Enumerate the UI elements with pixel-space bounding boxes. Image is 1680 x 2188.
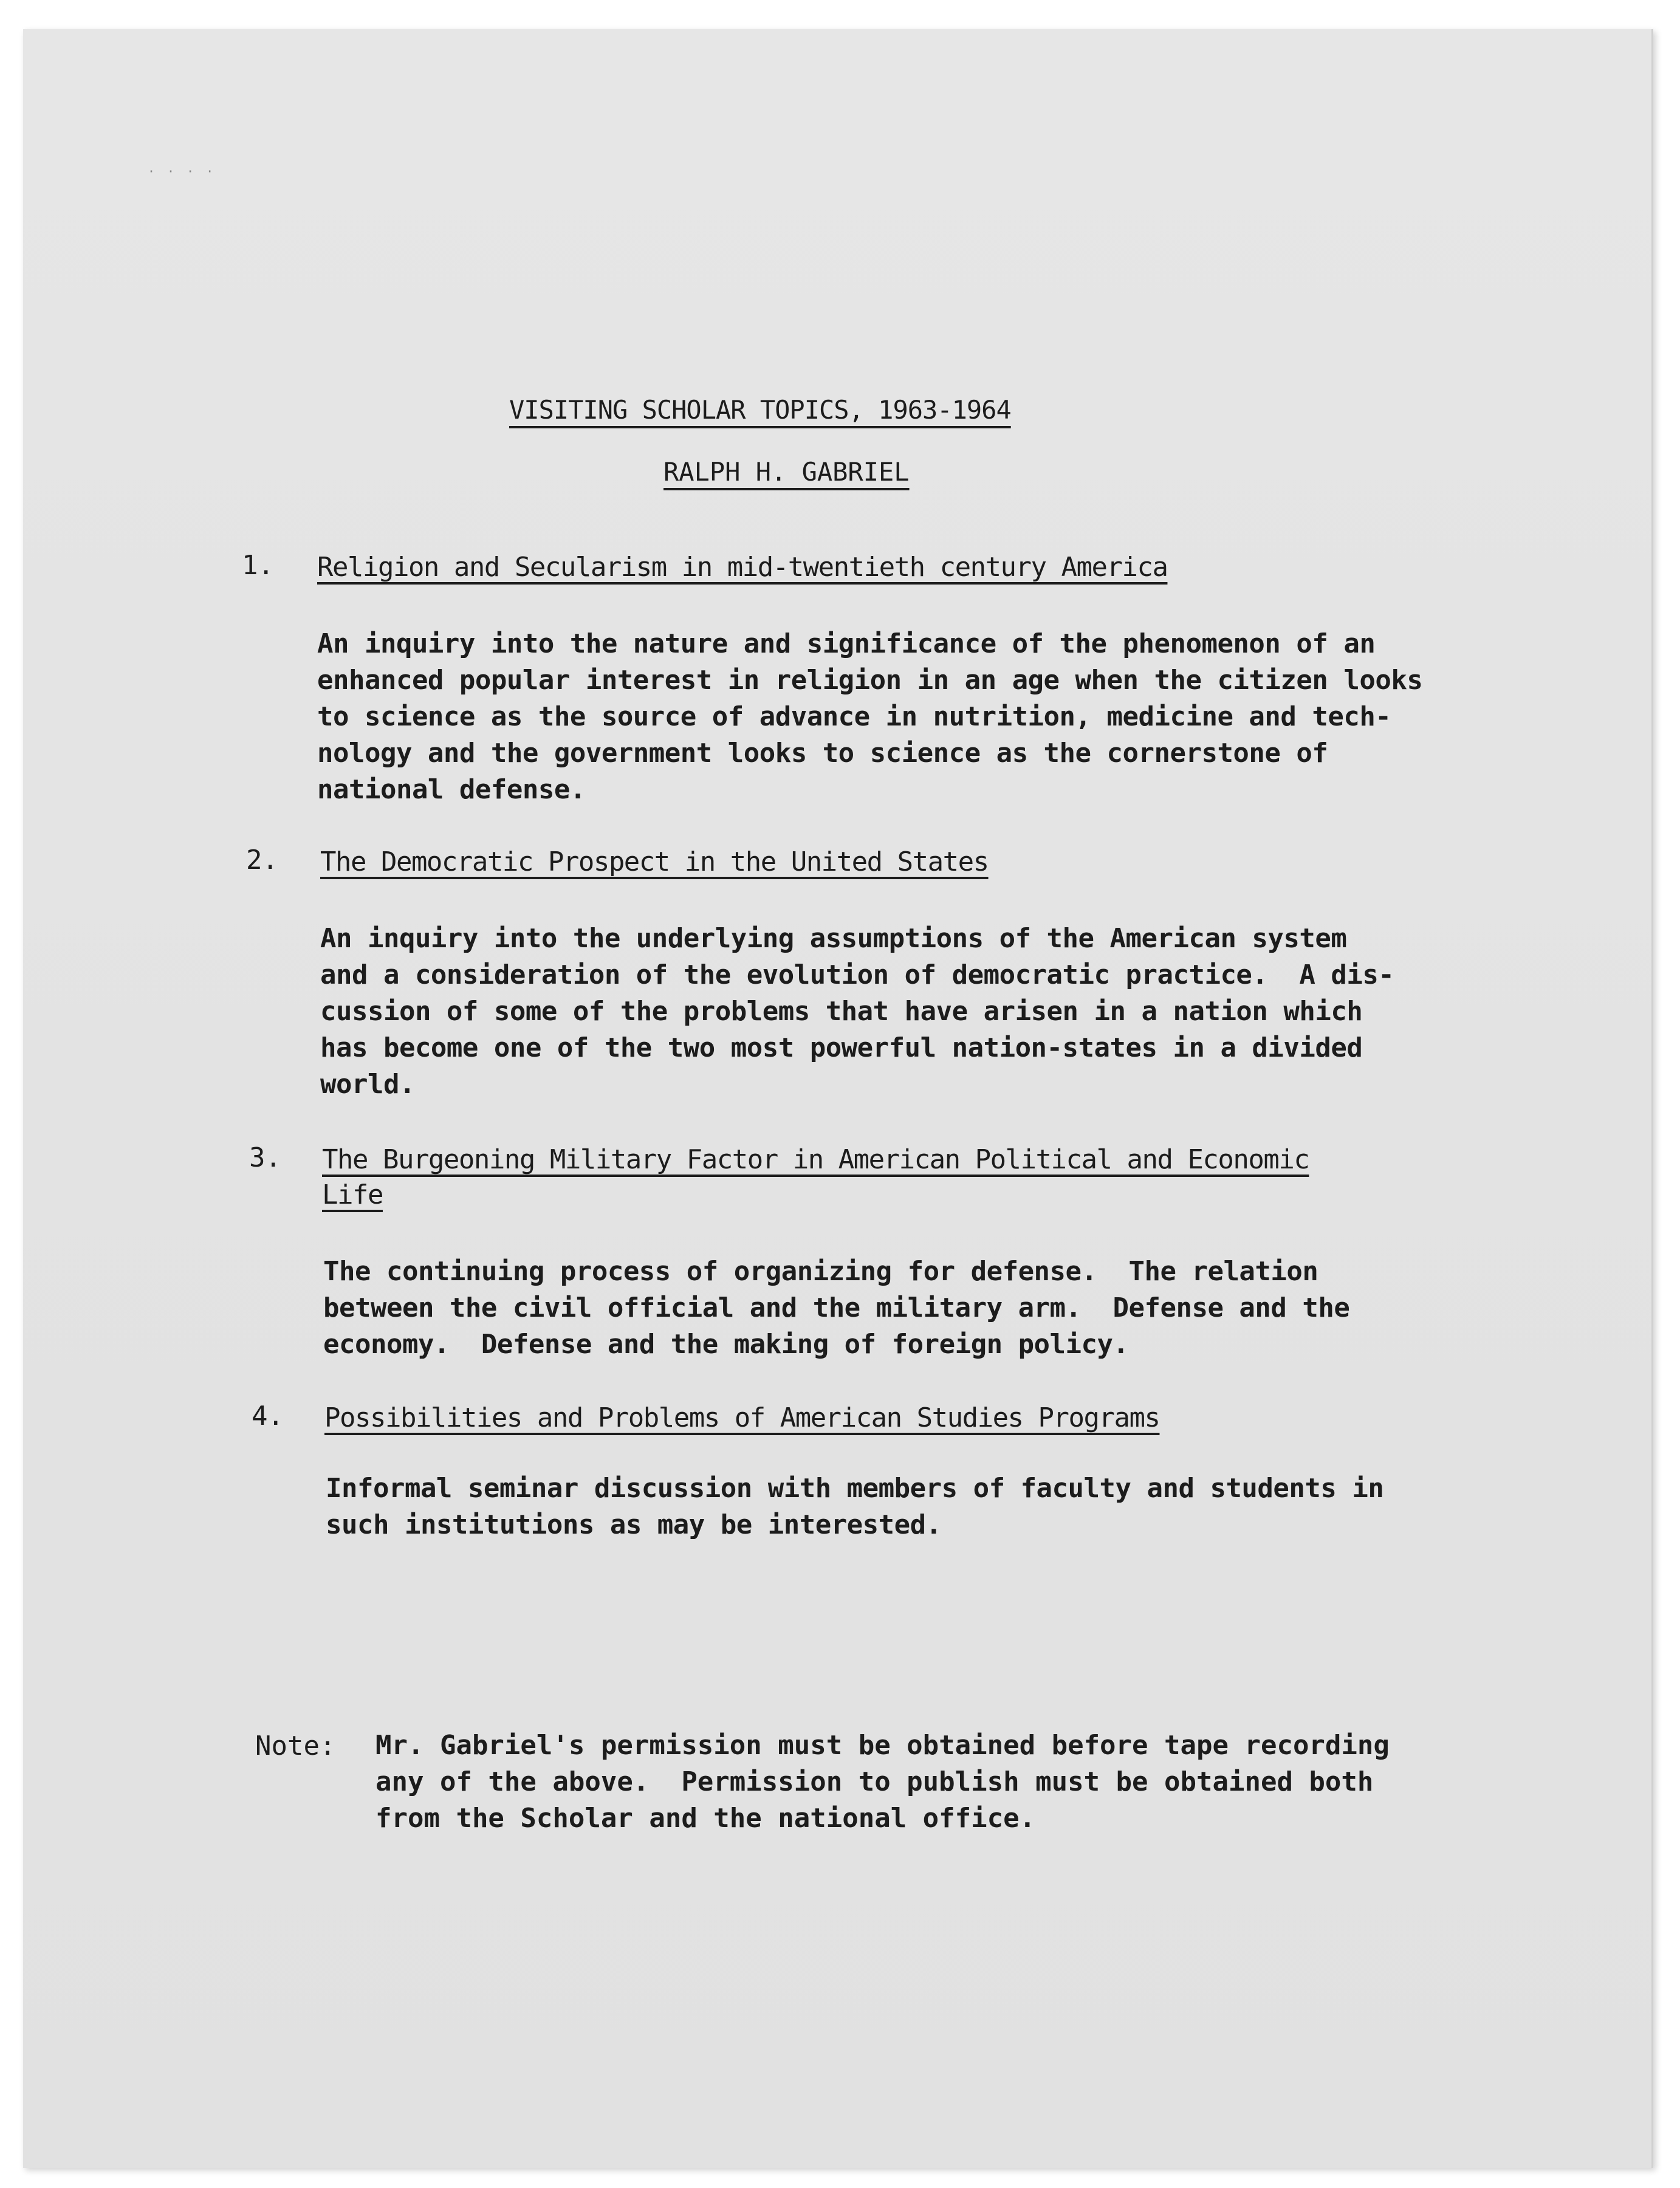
topic-1-description: An inquiry into the nature and significance of the phenomenon of an enhanced popular interest in religion in an age when the citizen looks to science as the source of advance in nutrition, medicine and tech- nology and the government looks to science as the cornerstone of national defense. — [317, 628, 1423, 805]
topic-3-description: The continuing process of organizing for defense. The relation between the civil official and the military arm. Defense and the economy. Defense and the making of foreign policy. — [323, 1256, 1350, 1360]
note-text: Mr. Gabriel's permission must be obtained before tape recording any of the above. Permission to publish must be obtained both from the Scholar and the national office. — [375, 1730, 1390, 1834]
paper-specks: ···· — [148, 164, 226, 179]
topic-3-heading: The Burgeoning Military Factor in American Political and Economic Life — [322, 1144, 1309, 1210]
topic-3-number: 3. — [249, 1142, 281, 1173]
note-label: Note: — [255, 1730, 336, 1761]
document-title: VISITING SCHOLAR TOPICS, 1963-1964 — [509, 395, 1011, 425]
topic-1-heading: Religion and Secularism in mid-twentieth century America — [317, 552, 1168, 583]
topic-4-number: 4. — [252, 1401, 284, 1432]
topic-2-number: 2. — [246, 845, 278, 876]
topic-2-heading: The Democratic Prospect in the United States — [320, 846, 989, 877]
topic-1-number: 1. — [242, 550, 274, 581]
document-author: RALPH H. GABRIEL — [663, 457, 910, 487]
topic-2-description: An inquiry into the underlying assumptions of the American system and a consideration of the evolution of democratic practice. A dis- cussion of some of the problems that have arisen in a nation which has become one of the two most powerful nation-states in a divided world. — [320, 923, 1394, 1100]
topic-4-heading: Possibilities and Problems of American Studies Programs — [324, 1402, 1160, 1433]
topic-4-description: Informal seminar discussion with members of faculty and students in such institutions as may be interested. — [326, 1473, 1384, 1540]
